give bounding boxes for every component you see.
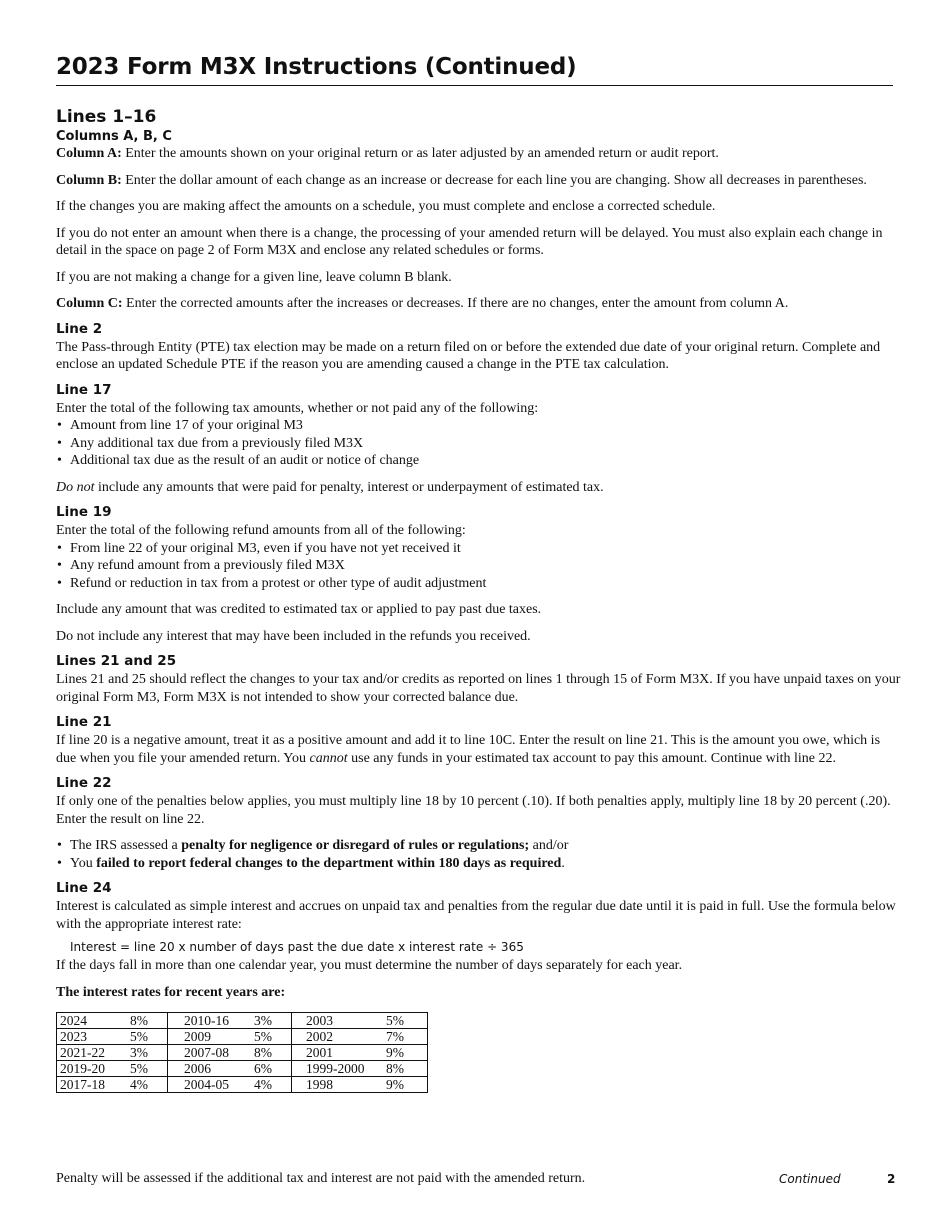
table-cell: 8%: [251, 1045, 292, 1061]
line-21-text-a: If line 20 is a negative amount, treat it as a positive amount and add it to line 10C. Enter the result on line 21. This is the amount you owe, which is due when you file your amended return. You: [56, 733, 881, 766]
line-2-heading: Line 2: [56, 320, 103, 337]
line-24-years: If the days fall in more than one calendar year, you must determine the number of days separately for each year.: [56, 958, 683, 973]
line-22-b1-bold: penalty for negligence or disregard of rules or regulations;: [181, 838, 530, 853]
continued-label: Continued: [779, 1172, 841, 1186]
line-17-list: [56, 417, 903, 470]
table-cell: 2010-16: [184, 1013, 229, 1028]
line-22-list: [56, 837, 903, 872]
lines-21-25-text: Lines 21 and 25 should reflect the changes to your tax and/or credits as reported on lines 1 through 15 of Form M3X. If you have unpaid taxes on your original Form M3, Form M3X is not intended to show your corrected balance due.: [56, 672, 901, 705]
table-cell: 2023: [60, 1029, 87, 1044]
table-cell: 8%: [127, 1013, 168, 1029]
column-b-label: Column B:: [56, 172, 122, 188]
table-cell: 2017-18: [60, 1077, 105, 1092]
table-cell: 4%: [127, 1077, 168, 1093]
document-page: [56, 54, 903, 1093]
interest-formula: Interest = line 20 x number of days past the due date x interest rate ÷ 365: [70, 940, 524, 954]
column-c-text: Enter the corrected amounts after the increases or decreases. If there are no changes, enter the amount from column A.: [122, 296, 789, 311]
column-a-paragraph: [56, 145, 903, 163]
line-21-text: [56, 732, 903, 767]
penalty-note: Penalty will be assessed if the additional tax and interest are not paid with the amended return.: [56, 1171, 586, 1186]
table-cell: 1998: [306, 1077, 333, 1092]
list-item: • Amount from line 17 of your original M3: [56, 417, 903, 435]
list-item: [56, 837, 903, 855]
line-22-b2-bold: failed to report federal changes to the department within 180 days as required: [96, 855, 562, 871]
table-cell: 9%: [386, 1077, 404, 1092]
table-cell: 6%: [251, 1061, 292, 1077]
blank-paragraph: If you are not making a change for a given line, leave column B blank.: [56, 269, 452, 285]
column-a-text: Enter the amounts shown on your original return or as later adjusted by an amended return or audit report.: [121, 146, 719, 161]
table-cell: 5%: [127, 1061, 168, 1077]
table-cell: 2004-05: [184, 1077, 229, 1092]
line-19-intro: Enter the total of the following refund amounts from all of the following:: [56, 523, 466, 538]
line-19-include: Include any amount that was credited to estimated tax or applied to pay past due taxes.: [56, 602, 542, 617]
line-19-list: [56, 540, 903, 593]
list-item: • Any additional tax due from a previously filed M3X: [56, 435, 903, 453]
table-row: [57, 1045, 428, 1061]
column-a-label: Column A:: [56, 146, 122, 161]
table-cell: 4%: [251, 1077, 292, 1093]
table-row: [57, 1013, 428, 1029]
table-row: [57, 1029, 428, 1045]
page-title: 2023 Form M3X Instructions (Continued): [56, 54, 893, 86]
table-row: [57, 1077, 428, 1093]
table-cell: 1999-2000: [306, 1061, 365, 1076]
table-cell: 2009: [184, 1029, 211, 1044]
table-row: [57, 1061, 428, 1077]
columns-abc-heading: Columns A, B, C: [56, 129, 172, 144]
line-19-heading: Line 19: [56, 504, 112, 520]
list-item: • Any refund amount from a previously filed M3X: [56, 557, 903, 575]
table-cell: 2007-08: [184, 1045, 229, 1060]
list-item: • Refund or reduction in tax from a protest or other type of audit adjustment: [56, 575, 903, 593]
table-cell: 3%: [251, 1013, 292, 1029]
line-19-exclude: Do not include any interest that may have been included in the refunds you received.: [56, 628, 531, 644]
line-22-text: If only one of the penalties below applies, you must multiply line 18 by 10 percent (.10). If both penalties apply, multiply line 18 by 20 percent (.20). Enter the result on line 22.: [56, 794, 891, 827]
lines-21-25-heading: Lines 21 and 25: [56, 653, 177, 669]
line-24-heading: Line 24: [56, 880, 112, 896]
table-cell: 2003: [306, 1013, 333, 1028]
table-cell: 2024: [60, 1013, 87, 1028]
line-17-intro: Enter the total of the following tax amounts, whether or not paid any of the following:: [56, 400, 539, 416]
delay-paragraph: If you do not enter an amount when there is a change, the processing of your amended return will be delayed. You must also explain each change in detail in the space on page 2 of Form M3X and enclose any related schedules or forms.: [56, 225, 883, 258]
line-21-text-b: use any funds in your estimated tax account to pay this amount. Continue with line 22.: [347, 750, 836, 766]
table-cell: 8%: [386, 1061, 404, 1076]
column-c-label: Column C:: [56, 296, 123, 311]
column-c-paragraph: [56, 295, 903, 313]
table-cell: 7%: [386, 1029, 404, 1044]
line-17-note-emphasis: Do not: [56, 479, 95, 495]
table-cell: 2001: [306, 1045, 333, 1060]
line-21-emphasis: cannot: [309, 750, 348, 766]
line-22-b2-post: .: [561, 855, 565, 871]
rates-heading-text: The interest rates for recent years are:: [56, 984, 286, 1000]
line-2-text: The Pass-through Entity (PTE) tax election may be made on a return filed on or before the extended due date of your original return. Complete and enclose an updated Schedule PTE if the reason you are amending caused a change in the PTE tax calculation.: [56, 339, 881, 372]
table-cell: 9%: [386, 1045, 404, 1060]
table-cell: 3%: [127, 1045, 168, 1061]
interest-rates-table: [56, 1012, 428, 1093]
table-cell: 5%: [386, 1013, 404, 1028]
line-24-text: Interest is calculated as simple interest and accrues on unpaid tax and penalties from the regular due date until it is paid in full. Use the formula below with the appropriate interest rate:: [56, 899, 896, 932]
line-22-heading: Line 22: [56, 775, 112, 791]
page-number: 2: [887, 1172, 896, 1186]
table-cell: 5%: [251, 1029, 292, 1045]
lines-1-16-heading: Lines 1–16: [56, 107, 157, 127]
rates-heading: [56, 984, 903, 1002]
line-17-note-text: include any amounts that were paid for penalty, interest or underpayment of estimated tax.: [94, 479, 604, 495]
table-cell: 2019-20: [60, 1061, 105, 1076]
table-cell: 2002: [306, 1029, 333, 1044]
column-b-text: Enter the dollar amount of each change as an increase or decrease for each line you are changing. Show all decreases in parentheses.: [121, 172, 867, 188]
line-21-heading: Line 21: [56, 714, 112, 730]
table-cell: 2006: [184, 1061, 211, 1076]
line-22-b1-post: and/or: [529, 838, 569, 853]
list-item: • Additional tax due as the result of an audit or notice of change: [56, 452, 903, 470]
list-item: • From line 22 of your original M3, even if you have not yet received it: [56, 540, 903, 558]
line-22-b2-pre: You: [70, 855, 97, 871]
column-b-paragraph: [56, 172, 903, 190]
line-17-heading: Line 17: [56, 381, 112, 398]
list-item: [56, 855, 903, 873]
page-footer: [56, 1171, 896, 1191]
schedule-paragraph: If the changes you are making affect the amounts on a schedule, you must complete and enclose a corrected schedule.: [56, 199, 716, 214]
table-cell: 5%: [127, 1029, 168, 1045]
line-17-note: [56, 479, 903, 497]
line-22-b1-pre: The IRS assessed a: [70, 838, 182, 853]
table-cell: 2021-22: [60, 1045, 105, 1060]
